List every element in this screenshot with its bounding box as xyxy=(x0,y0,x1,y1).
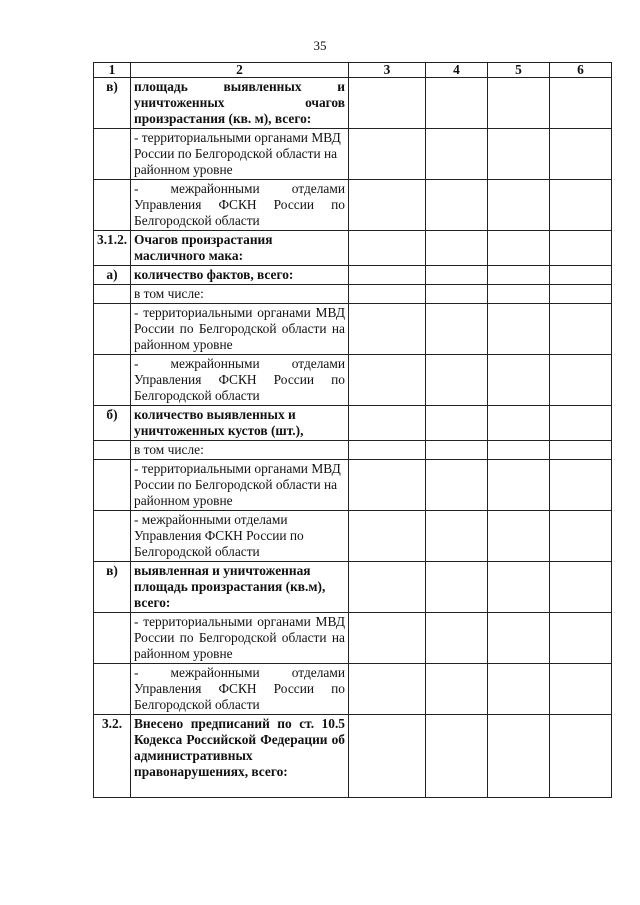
row-number xyxy=(94,664,131,715)
value-cell-col-4[interactable] xyxy=(426,511,488,562)
table-row xyxy=(94,304,612,355)
table-row xyxy=(94,613,612,664)
header-col-1: 1 xyxy=(94,63,131,78)
row-number xyxy=(94,613,131,664)
row-number: в) xyxy=(94,78,131,129)
value-cell-col-5[interactable] xyxy=(488,664,550,715)
value-cell-col-6[interactable] xyxy=(550,231,612,266)
value-cell-col-3[interactable] xyxy=(349,511,426,562)
table-row xyxy=(94,441,612,460)
table-row xyxy=(94,180,612,231)
value-cell-col-3[interactable] xyxy=(349,441,426,460)
value-cell-col-6[interactable] xyxy=(550,266,612,285)
value-cell-col-4[interactable] xyxy=(426,664,488,715)
header-row xyxy=(94,63,612,78)
value-cell-col-5[interactable] xyxy=(488,406,550,441)
table-row xyxy=(94,285,612,304)
row-number xyxy=(94,285,131,304)
table-row xyxy=(94,266,612,285)
value-cell-col-6[interactable] xyxy=(550,355,612,406)
value-cell-col-4[interactable] xyxy=(426,715,488,798)
value-cell-col-4[interactable] xyxy=(426,355,488,406)
value-cell-col-6[interactable] xyxy=(550,129,612,180)
value-cell-col-3[interactable] xyxy=(349,664,426,715)
value-cell-col-4[interactable] xyxy=(426,304,488,355)
row-number xyxy=(94,441,131,460)
row-number xyxy=(94,355,131,406)
header-col-2: 2 xyxy=(131,63,349,78)
value-cell-col-6[interactable] xyxy=(550,78,612,129)
value-cell-col-4[interactable] xyxy=(426,562,488,613)
table-row xyxy=(94,231,612,266)
header-col-6: 6 xyxy=(550,63,612,78)
row-number: б) xyxy=(94,406,131,441)
value-cell-col-5[interactable] xyxy=(488,441,550,460)
value-cell-col-6[interactable] xyxy=(550,406,612,441)
table-body xyxy=(94,78,612,798)
report-table xyxy=(93,62,612,798)
value-cell-col-5[interactable] xyxy=(488,715,550,798)
table-row xyxy=(94,664,612,715)
row-number xyxy=(94,460,131,511)
value-cell-col-4[interactable] xyxy=(426,460,488,511)
table-row xyxy=(94,406,612,441)
header-col-5: 5 xyxy=(488,63,550,78)
value-cell-col-6[interactable] xyxy=(550,180,612,231)
value-cell-col-5[interactable] xyxy=(488,355,550,406)
table-row xyxy=(94,78,612,129)
table-row xyxy=(94,460,612,511)
value-cell-col-4[interactable] xyxy=(426,129,488,180)
value-cell-col-6[interactable] xyxy=(550,304,612,355)
row-description: количество выявленных и уничтоженных кустов (шт.), xyxy=(131,406,349,441)
table-row xyxy=(94,715,612,798)
table-row xyxy=(94,129,612,180)
row-description: в том числе: xyxy=(131,441,349,460)
value-cell-col-3[interactable] xyxy=(349,715,426,798)
row-description: - межрайонными отделами Управления ФСКН России по Белгородской области xyxy=(131,355,349,406)
row-number: 3.1.2. xyxy=(94,231,131,266)
row-description: в том числе: xyxy=(131,285,349,304)
value-cell-col-4[interactable] xyxy=(426,78,488,129)
value-cell-col-5[interactable] xyxy=(488,460,550,511)
value-cell-col-5[interactable] xyxy=(488,180,550,231)
row-description: площадь выявленных и уничтоженных очагов произрастания (кв. м), всего: xyxy=(131,78,349,129)
value-cell-col-6[interactable] xyxy=(550,613,612,664)
value-cell-col-5[interactable] xyxy=(488,304,550,355)
value-cell-col-3[interactable] xyxy=(349,180,426,231)
row-description: - территориальными органами МВД России по Белгородской области на районном уровне xyxy=(131,129,349,180)
row-number xyxy=(94,511,131,562)
row-number xyxy=(94,129,131,180)
value-cell-col-6[interactable] xyxy=(550,460,612,511)
row-number xyxy=(94,304,131,355)
value-cell-col-3[interactable] xyxy=(349,562,426,613)
value-cell-col-5[interactable] xyxy=(488,78,550,129)
table-row xyxy=(94,562,612,613)
value-cell-col-5[interactable] xyxy=(488,129,550,180)
value-cell-col-4[interactable] xyxy=(426,180,488,231)
value-cell-col-4[interactable] xyxy=(426,285,488,304)
row-number: а) xyxy=(94,266,131,285)
value-cell-col-3[interactable] xyxy=(349,285,426,304)
row-number: в) xyxy=(94,562,131,613)
value-cell-col-3[interactable] xyxy=(349,304,426,355)
value-cell-col-3[interactable] xyxy=(349,355,426,406)
row-number: 3.2. xyxy=(94,715,131,798)
value-cell-col-3[interactable] xyxy=(349,613,426,664)
value-cell-col-4[interactable] xyxy=(426,441,488,460)
value-cell-col-3[interactable] xyxy=(349,406,426,441)
row-description: - межрайонными отделами Управления ФСКН России по Белгородской области xyxy=(131,664,349,715)
row-description: - межрайонными отделами Управления ФСКН России по Белгородской области xyxy=(131,511,349,562)
value-cell-col-5[interactable] xyxy=(488,511,550,562)
value-cell-col-3[interactable] xyxy=(349,231,426,266)
row-number xyxy=(94,180,131,231)
value-cell-col-6[interactable] xyxy=(550,562,612,613)
value-cell-col-4[interactable] xyxy=(426,266,488,285)
value-cell-col-4[interactable] xyxy=(426,231,488,266)
value-cell-col-6[interactable] xyxy=(550,285,612,304)
row-description: - территориальными органами МВД России по Белгородской области на районном уровне xyxy=(131,304,349,355)
header-col-3: 3 xyxy=(349,63,426,78)
row-description: Очагов произрастания масличного мака: xyxy=(131,231,349,266)
value-cell-col-5[interactable] xyxy=(488,613,550,664)
value-cell-col-3[interactable] xyxy=(349,129,426,180)
value-cell-col-6[interactable] xyxy=(550,664,612,715)
value-cell-col-5[interactable] xyxy=(488,266,550,285)
value-cell-col-6[interactable] xyxy=(550,715,612,798)
value-cell-col-6[interactable] xyxy=(550,441,612,460)
value-cell-col-3[interactable] xyxy=(349,460,426,511)
row-description: - территориальными органами МВД России по Белгородской области на районном уровне xyxy=(131,613,349,664)
header-col-4: 4 xyxy=(426,63,488,78)
value-cell-col-3[interactable] xyxy=(349,78,426,129)
value-cell-col-4[interactable] xyxy=(426,613,488,664)
value-cell-col-5[interactable] xyxy=(488,285,550,304)
value-cell-col-5[interactable] xyxy=(488,562,550,613)
row-description: - межрайонными отделами Управления ФСКН России по Белгородской области xyxy=(131,180,349,231)
row-description: количество фактов, всего: xyxy=(131,266,349,285)
value-cell-col-3[interactable] xyxy=(349,266,426,285)
value-cell-col-6[interactable] xyxy=(550,511,612,562)
table-row xyxy=(94,511,612,562)
value-cell-col-5[interactable] xyxy=(488,231,550,266)
row-description: - территориальными органами МВД России по Белгородской области на районном уровне xyxy=(131,460,349,511)
value-cell-col-4[interactable] xyxy=(426,406,488,441)
row-description: выявленная и уничтоженная площадь произрастания (кв.м), всего: xyxy=(131,562,349,613)
row-description: Внесено предписаний по ст. 10.5 Кодекса Российской Федерации об административных правонарушениях, всего: xyxy=(131,715,349,798)
table-row xyxy=(94,355,612,406)
page-number: 35 xyxy=(313,38,327,53)
